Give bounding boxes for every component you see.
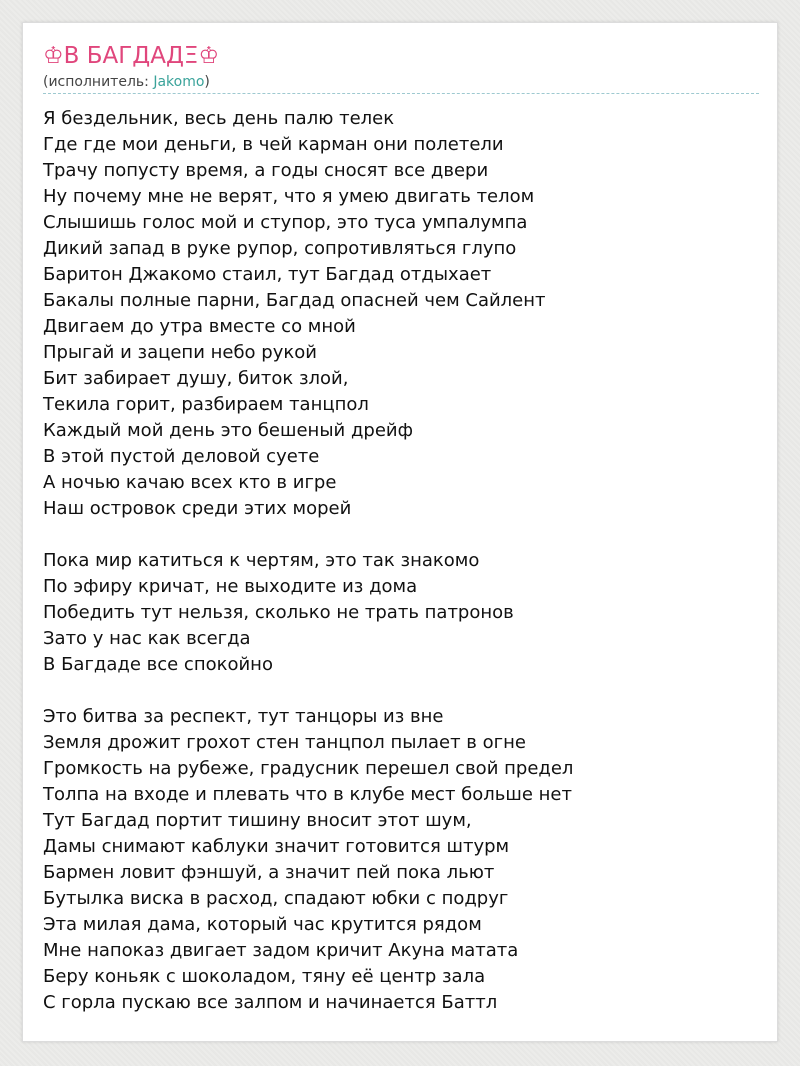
lyric-line: Бакалы полные парни, Багдад опасней чем Сайлент bbox=[43, 290, 546, 311]
lyric-line: Где где мои деньги, в чей карман они полетели bbox=[43, 134, 504, 155]
lyric-line: Это битва за респект, тут танцоры из вне bbox=[43, 706, 444, 727]
lyrics-card bbox=[22, 22, 778, 1042]
lyric-line: Зато у нас как всегда bbox=[43, 628, 251, 649]
lyric-line: Громкость на рубеже, градусник перешел свой предел bbox=[43, 758, 574, 779]
lyric-line: В этой пустой деловой суете bbox=[43, 446, 320, 467]
lyric-line: Земля дрожит грохот стен танцпол пылает в огне bbox=[43, 732, 526, 753]
lyrics-stanza bbox=[43, 106, 759, 522]
lyric-line: Двигаем до утра вместе со мной bbox=[43, 316, 356, 337]
song-title: ♔В БАГДАДΞ♔ bbox=[43, 43, 220, 69]
lyric-line: Наш островок среди этих морей bbox=[43, 498, 352, 519]
lyric-line: Я бездельник, весь день палю телек bbox=[43, 108, 395, 129]
lyric-line: Дамы снимают каблуки значит готовится штурм bbox=[43, 836, 510, 857]
lyric-line: В Багдаде все спокойно bbox=[43, 654, 273, 675]
lyric-line: Трачу попусту время, а годы сносят все двери bbox=[43, 160, 489, 181]
lyric-line: Текила горит, разбираем танцпол bbox=[43, 394, 369, 415]
lyric-line: Бармен ловит фэншуй, а значит пей пока льют bbox=[43, 862, 495, 883]
lyrics-body bbox=[43, 106, 759, 1016]
lyrics-stanza bbox=[43, 548, 759, 678]
lyric-line: Бутылка виска в расход, спадают юбки с подруг bbox=[43, 888, 509, 909]
lyric-line: Баритон Джакомо стаил, тут Багдад отдыхает bbox=[43, 264, 492, 285]
artist-suffix: ) bbox=[204, 74, 210, 90]
lyric-line: Пока мир катиться к чертям, это так знакомо bbox=[43, 550, 480, 571]
lyric-line: Мне напоказ двигает задом кричит Акуна матата bbox=[43, 940, 519, 961]
artist-line bbox=[43, 73, 210, 91]
lyric-line: Бит забирает душу, биток злой, bbox=[43, 368, 349, 389]
lyric-line: Каждый мой день это бешеный дрейф bbox=[43, 420, 413, 441]
title-divider bbox=[43, 93, 759, 94]
lyric-line: Толпа на входе и плевать что в клубе мест больше нет bbox=[43, 784, 572, 805]
lyric-line: С горла пускаю все залпом и начинается Баттл bbox=[43, 992, 498, 1013]
lyric-line: Дикий запад в руке рупор, сопротивляться глупо bbox=[43, 238, 517, 259]
lyric-line: По эфиру кричат, не выходите из дома bbox=[43, 576, 418, 597]
lyric-line: Тут Багдад портит тишину вносит этот шум, bbox=[43, 810, 472, 831]
artist-prefix: (исполнитель: bbox=[43, 74, 154, 90]
lyric-line: Ну почему мне не верят, что я умею двигать телом bbox=[43, 186, 535, 207]
lyric-line: Победить тут нельзя, сколько не трать патронов bbox=[43, 602, 514, 623]
artist-link[interactable]: Jakomo bbox=[153, 74, 205, 90]
lyric-line: А ночью качаю всех кто в игре bbox=[43, 472, 337, 493]
lyric-line: Прыгай и зацепи небо рукой bbox=[43, 342, 317, 363]
lyric-line: Слышишь голос мой и ступор, это туса умпалумпа bbox=[43, 212, 528, 233]
lyrics-stanza bbox=[43, 704, 759, 1016]
lyric-line: Эта милая дама, который час крутится рядом bbox=[43, 914, 482, 935]
lyric-line: Беру коньяк с шоколадом, тяну её центр зала bbox=[43, 966, 486, 987]
